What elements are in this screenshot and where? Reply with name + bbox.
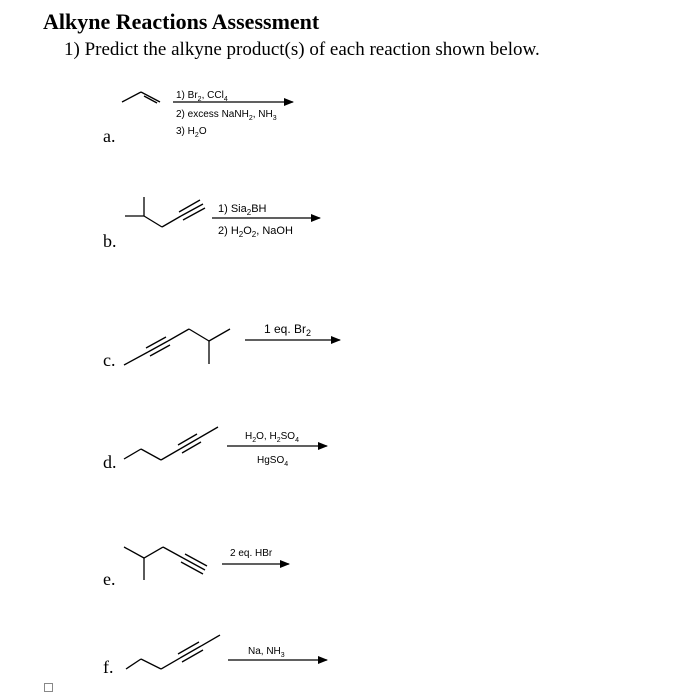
svg-text:1) Sia2BH: 1) Sia$_2$BH bbox=[218, 203, 267, 217]
answer-checkbox[interactable] bbox=[44, 683, 53, 692]
reaction-e-label: e. bbox=[103, 569, 116, 589]
reaction-a-reagents bbox=[176, 90, 277, 139]
reaction-a-label: a. bbox=[103, 126, 116, 146]
svg-text:2) H2O2, NaOH: 2) $H_2O_2$, NaOH bbox=[218, 225, 293, 239]
reaction-d-reagents bbox=[245, 431, 299, 468]
page-title: Alkyne Reactions Assessment bbox=[43, 9, 320, 34]
svg-text:3) H2O: 3) $H_2O$ bbox=[176, 126, 207, 139]
reaction-e-structure bbox=[124, 547, 207, 580]
reaction-f-structure bbox=[126, 635, 220, 669]
svg-text:1 eq. Br2: 1 eq. $Br_2$ bbox=[264, 322, 312, 338]
reaction-d-label: d. bbox=[103, 452, 117, 472]
reaction-a-structure bbox=[122, 92, 160, 103]
svg-text:Na, NH3: Na, $NH_3$ bbox=[248, 646, 285, 659]
svg-text:2) excess NaNH2, NH3: 2) excess NaNH$_2$, $NH_3$ bbox=[176, 109, 277, 122]
reaction-c-reagents bbox=[264, 322, 311, 338]
svg-text:2 eq. HBr: 2 eq. HBr bbox=[230, 548, 273, 559]
reaction-f-label: f. bbox=[103, 657, 114, 677]
reaction-e-reagents bbox=[230, 548, 273, 559]
reaction-d-structure bbox=[124, 427, 218, 460]
reaction-c-structure bbox=[124, 329, 230, 365]
svg-text:HgSO4: HgSO$_4$ bbox=[257, 455, 289, 468]
svg-text:1) Br2, CCl4: 1) $Br_2$, CCl$_4$ bbox=[176, 90, 228, 103]
question-text: 1) Predict the alkyne product(s) of each reaction shown below. bbox=[64, 39, 540, 60]
reaction-b-structure bbox=[125, 197, 205, 227]
reaction-b-label: b. bbox=[103, 231, 117, 251]
reaction-b-reagents bbox=[218, 203, 293, 239]
reaction-c-label: c. bbox=[103, 350, 116, 370]
reaction-f-reagents bbox=[248, 646, 285, 659]
svg-text:H2O, H2SO4: $H_2O$, $H_2SO_4$ bbox=[245, 431, 299, 444]
